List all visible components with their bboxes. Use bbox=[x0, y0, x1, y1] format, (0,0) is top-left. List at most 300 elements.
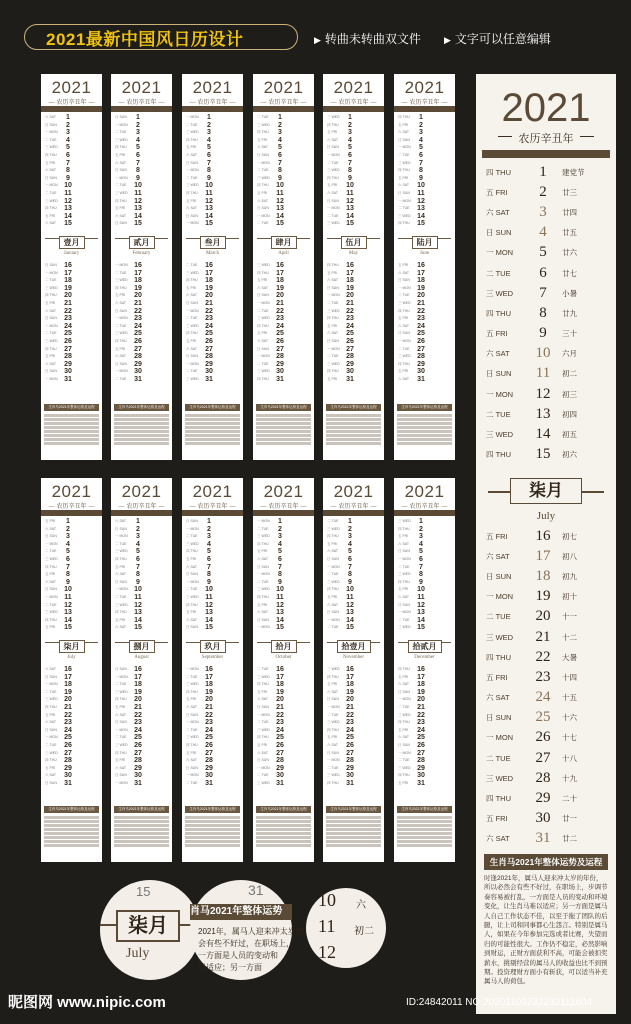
day-row bbox=[257, 205, 310, 213]
weekday: 三 WED bbox=[398, 625, 411, 630]
day-row bbox=[398, 624, 451, 632]
weekday: 四 THU bbox=[327, 175, 339, 180]
lunar-day bbox=[216, 323, 239, 331]
day-number: 22 bbox=[64, 307, 72, 315]
month-banner bbox=[488, 476, 604, 508]
day-number: 14 bbox=[205, 616, 213, 624]
day-row bbox=[115, 368, 168, 376]
day-number: 7 bbox=[419, 159, 423, 167]
weekday: 六 SAT bbox=[398, 541, 410, 546]
lunar-day bbox=[75, 361, 98, 369]
day-row bbox=[186, 602, 239, 610]
day-row bbox=[186, 556, 239, 564]
weekday: 一 MON bbox=[186, 773, 199, 778]
panel-days-bottom bbox=[327, 666, 380, 788]
day-row bbox=[115, 376, 168, 384]
day-number: 8 bbox=[348, 571, 352, 579]
weekday: 日 SUN bbox=[45, 122, 57, 127]
weekday: 四 THU bbox=[186, 278, 198, 283]
day-row bbox=[115, 129, 168, 137]
panel-days-top bbox=[115, 518, 168, 632]
day-row bbox=[327, 712, 380, 720]
panel-footer-text bbox=[44, 816, 99, 848]
weekday: 三 WED bbox=[45, 750, 58, 755]
weekday: 四 THU bbox=[186, 689, 198, 694]
lunar-day bbox=[216, 346, 239, 354]
day-number: 26 bbox=[205, 337, 213, 345]
weekday: 二 TUE bbox=[398, 152, 410, 157]
day-row bbox=[186, 780, 239, 788]
note-editable-text: 文字可以任意编辑 bbox=[454, 32, 551, 46]
text-line bbox=[397, 816, 452, 819]
weekday: 日 SUN bbox=[115, 221, 127, 226]
day-number: 13 bbox=[276, 609, 284, 617]
text-line bbox=[44, 418, 99, 421]
weekday: 日 SUN bbox=[186, 354, 198, 359]
day-number: 29 bbox=[64, 360, 72, 368]
day-number: 23 bbox=[134, 315, 142, 323]
lunar-day bbox=[357, 198, 380, 206]
lunar-day bbox=[145, 765, 168, 773]
text-line bbox=[114, 434, 169, 437]
weekday: 四 THU bbox=[45, 293, 57, 298]
weekday: 二 TUE bbox=[398, 293, 410, 298]
weekday: 五 FRI bbox=[186, 556, 197, 561]
weekday: 一 MON bbox=[115, 263, 128, 267]
day-number: 19 bbox=[417, 688, 425, 696]
weekday: 六 SAT bbox=[45, 221, 57, 226]
weekday: 三 WED bbox=[327, 773, 340, 778]
lunar-day bbox=[145, 548, 168, 556]
day-number: 15 bbox=[205, 220, 213, 228]
lunar-day: 小暑 bbox=[562, 288, 577, 298]
day-row bbox=[115, 579, 168, 587]
day-number: 28 bbox=[134, 353, 142, 361]
day-number: 4 bbox=[136, 540, 140, 548]
day-row bbox=[398, 765, 451, 773]
day-row bbox=[327, 323, 380, 331]
day-number: 4 bbox=[419, 136, 423, 144]
day-number: 17 bbox=[417, 673, 425, 681]
lunar-day bbox=[357, 285, 380, 293]
lunar-day bbox=[145, 220, 168, 228]
lunar-day bbox=[145, 129, 168, 137]
day-row bbox=[257, 198, 310, 206]
panel-footer-text bbox=[397, 816, 452, 848]
weekday: 三 WED bbox=[327, 308, 340, 313]
day-row bbox=[45, 564, 98, 572]
text-line bbox=[114, 438, 169, 441]
day-number: 29 bbox=[346, 764, 354, 772]
day-number: 3 bbox=[348, 129, 352, 137]
weekday: 一 MON bbox=[257, 519, 270, 523]
panel-band bbox=[41, 510, 102, 516]
day-row bbox=[186, 579, 239, 587]
day-row bbox=[327, 182, 380, 190]
day-number: 29 bbox=[276, 360, 284, 368]
day-number: 17 bbox=[535, 547, 551, 564]
day-number: 11 bbox=[346, 189, 354, 197]
weekday: 五 FRI bbox=[327, 541, 338, 546]
lunar-day bbox=[145, 175, 168, 183]
lunar-day bbox=[357, 696, 380, 704]
day-row bbox=[45, 277, 98, 285]
weekday: 二 TUE bbox=[186, 263, 198, 267]
day-number: 1 bbox=[136, 518, 140, 525]
lunar-day bbox=[287, 213, 310, 221]
day-row bbox=[257, 323, 310, 331]
panel-days-bottom bbox=[257, 666, 310, 788]
lunar-day bbox=[357, 315, 380, 323]
panel-year: 2021 bbox=[51, 482, 92, 501]
weekday: 五 FRI bbox=[327, 323, 338, 328]
lunar-day bbox=[75, 160, 98, 168]
panel-days-top bbox=[327, 518, 380, 632]
note-files bbox=[314, 30, 421, 47]
text-line bbox=[397, 438, 452, 441]
month-panel bbox=[182, 74, 243, 460]
lunar-day bbox=[145, 137, 168, 145]
month-panel bbox=[253, 74, 314, 460]
day-number: 28 bbox=[276, 757, 284, 765]
day-number: 30 bbox=[205, 772, 213, 780]
day-number: 29 bbox=[205, 764, 213, 772]
text-line bbox=[114, 442, 169, 445]
day-row bbox=[398, 727, 451, 735]
day-row bbox=[257, 330, 310, 338]
day-number: 11 bbox=[134, 189, 142, 197]
day-number: 31 bbox=[346, 779, 354, 787]
lunar-day bbox=[216, 190, 239, 198]
day-number: 16 bbox=[417, 262, 425, 269]
weekday: 六 SAT bbox=[257, 556, 269, 561]
day-row bbox=[257, 586, 310, 594]
day-number: 2 bbox=[348, 525, 352, 533]
weekday: 六 SAT bbox=[486, 551, 510, 561]
lunar-day bbox=[75, 712, 98, 720]
panel-month-name: 柒月 bbox=[59, 640, 85, 653]
lunar-day bbox=[287, 308, 310, 316]
weekday: 三 WED bbox=[45, 610, 58, 615]
day-number: 23 bbox=[276, 719, 284, 727]
day-number: 25 bbox=[134, 330, 142, 338]
weekday: 日 SUN bbox=[257, 206, 269, 211]
day-row bbox=[115, 681, 168, 689]
day-row bbox=[398, 602, 451, 610]
day-number: 11 bbox=[417, 189, 425, 197]
day-number: 9 bbox=[348, 578, 352, 586]
day-number: 25 bbox=[64, 734, 72, 742]
day-row bbox=[398, 689, 451, 697]
panel-days-bottom bbox=[398, 666, 451, 788]
weekday: 六 SAT bbox=[115, 519, 127, 523]
day-row bbox=[115, 719, 168, 727]
text-line bbox=[44, 832, 99, 835]
day-row bbox=[45, 571, 98, 579]
day-number: 22 bbox=[134, 307, 142, 315]
panel-lunar-year: — 农历辛丑年 — bbox=[111, 97, 172, 106]
lunar-day bbox=[357, 666, 380, 674]
day-row bbox=[115, 205, 168, 213]
day-number: 7 bbox=[278, 159, 282, 167]
weekday: 二 TUE bbox=[327, 765, 339, 770]
day-row bbox=[257, 300, 310, 308]
day-row bbox=[186, 742, 239, 750]
lunar-day bbox=[357, 533, 380, 541]
weekday: 日 SUN bbox=[115, 579, 127, 584]
panel-band bbox=[41, 106, 102, 112]
weekday: 三 WED bbox=[257, 674, 270, 679]
weekday: 二 TUE bbox=[486, 409, 511, 419]
day-row bbox=[398, 579, 451, 587]
weekday: 二 TUE bbox=[45, 549, 57, 554]
day-row bbox=[327, 674, 380, 682]
weekday: 六 SAT bbox=[115, 625, 127, 630]
day-number: 27 bbox=[64, 749, 72, 757]
day-number: 12 bbox=[417, 601, 425, 609]
lunar-day bbox=[428, 780, 451, 788]
lunar-day bbox=[287, 757, 310, 765]
weekday: 三 WED bbox=[398, 712, 411, 717]
lunar-day bbox=[216, 579, 239, 587]
day-row bbox=[115, 586, 168, 594]
lunar-day bbox=[216, 772, 239, 780]
day-row bbox=[45, 361, 98, 369]
lunar-day bbox=[357, 727, 380, 735]
weekday: 三 WED bbox=[257, 316, 270, 321]
day-number: 17 bbox=[417, 269, 425, 277]
lunar-day bbox=[287, 346, 310, 354]
weekday: 四 THU bbox=[327, 122, 339, 127]
text-line bbox=[397, 844, 452, 847]
day-row bbox=[115, 338, 168, 346]
weekday: 一 MON bbox=[186, 579, 199, 584]
day-number: 18 bbox=[346, 681, 354, 689]
day-number: 17 bbox=[134, 269, 142, 277]
lunar-day bbox=[357, 144, 380, 152]
lunar-day bbox=[75, 757, 98, 765]
weekday: 二 TUE bbox=[115, 594, 127, 599]
text-line bbox=[256, 832, 311, 835]
weekday: 三 WED bbox=[486, 430, 514, 440]
lunar-day bbox=[75, 617, 98, 625]
day-row bbox=[186, 220, 239, 228]
day-number: 21 bbox=[417, 703, 425, 711]
big-lunar-year: 农历辛丑年 bbox=[518, 133, 574, 145]
weekday: 三 WED bbox=[398, 519, 411, 523]
panel-month-english: November bbox=[342, 655, 365, 660]
day-number: 2 bbox=[66, 525, 70, 533]
day-number: 30 bbox=[134, 368, 142, 376]
weekday: 四 THU bbox=[45, 206, 57, 211]
day-row bbox=[327, 262, 380, 270]
text-line bbox=[114, 820, 169, 823]
day-row bbox=[327, 734, 380, 742]
day-row bbox=[115, 300, 168, 308]
day-row bbox=[327, 152, 380, 160]
panel-lunar-year: — 农历辛丑年 — bbox=[394, 501, 455, 510]
day-number: 2 bbox=[419, 121, 423, 129]
day-row bbox=[398, 533, 451, 541]
day-number: 30 bbox=[134, 772, 142, 780]
day-number: 13 bbox=[64, 609, 72, 617]
zoom-day: 11 bbox=[318, 916, 336, 936]
day-row bbox=[186, 712, 239, 720]
day-number: 8 bbox=[278, 167, 282, 175]
lunar-day bbox=[357, 323, 380, 331]
day-number: 15 bbox=[134, 220, 142, 228]
lunar-day: 十一 bbox=[562, 612, 577, 622]
day-number: 3 bbox=[66, 129, 70, 137]
lunar-day bbox=[75, 674, 98, 682]
lunar-day bbox=[357, 518, 380, 526]
lunar-day bbox=[428, 624, 451, 632]
day-number: 10 bbox=[417, 182, 425, 190]
lunar-day bbox=[216, 129, 239, 137]
day-row bbox=[398, 353, 451, 361]
lunar-day bbox=[287, 353, 310, 361]
day-number: 23 bbox=[205, 719, 213, 727]
weekday: 四 THU bbox=[45, 564, 57, 569]
lunar-day bbox=[145, 526, 168, 534]
big-calendar-july bbox=[476, 74, 616, 1014]
day-row bbox=[115, 526, 168, 534]
weekday: 一 MON bbox=[257, 765, 270, 770]
day-number: 4 bbox=[278, 540, 282, 548]
weekday: 六 SAT bbox=[327, 278, 339, 283]
lunar-day bbox=[216, 270, 239, 278]
weekday: 六 SAT bbox=[186, 346, 198, 351]
day-number: 20 bbox=[205, 292, 213, 300]
day-row bbox=[398, 338, 451, 346]
lunar-day bbox=[357, 556, 380, 564]
lunar-day: 十七 bbox=[562, 733, 577, 743]
lunar-day bbox=[357, 541, 380, 549]
day-row bbox=[486, 566, 610, 586]
panel-footer-title: 生肖马2021年整体运势及运程 bbox=[326, 806, 381, 813]
day-row bbox=[115, 765, 168, 773]
weekday: 三 WED bbox=[398, 354, 411, 359]
day-number: 14 bbox=[417, 616, 425, 624]
day-number: 27 bbox=[205, 345, 213, 353]
weekday: 二 TUE bbox=[186, 674, 198, 679]
day-row bbox=[398, 548, 451, 556]
weekday: 一 MON bbox=[327, 293, 340, 298]
lunar-day bbox=[428, 144, 451, 152]
lunar-day bbox=[145, 152, 168, 160]
day-number: 23 bbox=[417, 719, 425, 727]
weekday: 一 MON bbox=[327, 206, 340, 211]
day-row bbox=[398, 205, 451, 213]
day-row bbox=[45, 167, 98, 175]
weekday: 六 SAT bbox=[257, 338, 269, 343]
day-number: 26 bbox=[64, 741, 72, 749]
text-line bbox=[397, 840, 452, 843]
day-row bbox=[327, 571, 380, 579]
day-number: 14 bbox=[276, 212, 284, 220]
day-row bbox=[257, 765, 310, 773]
lunar-day bbox=[428, 541, 451, 549]
weekday: 日 SUN bbox=[186, 160, 198, 165]
weekday: 一 MON bbox=[186, 667, 199, 671]
text-line bbox=[185, 434, 240, 437]
day-row bbox=[115, 213, 168, 221]
weekday: 一 MON bbox=[45, 376, 58, 381]
day-row bbox=[45, 330, 98, 338]
day-row bbox=[398, 712, 451, 720]
lunar-day bbox=[287, 564, 310, 572]
day-row bbox=[398, 556, 451, 564]
lunar-day bbox=[287, 674, 310, 682]
text-line bbox=[256, 430, 311, 433]
weekday: 日 SUN bbox=[327, 750, 339, 755]
lunar-day bbox=[428, 300, 451, 308]
day-row bbox=[327, 594, 380, 602]
weekday: 二 TUE bbox=[257, 579, 269, 584]
lunar-day bbox=[287, 617, 310, 625]
day-row bbox=[398, 772, 451, 780]
text-line bbox=[397, 442, 452, 445]
day-number: 5 bbox=[207, 144, 211, 152]
lunar-day bbox=[145, 579, 168, 587]
day-row bbox=[115, 323, 168, 331]
day-number: 26 bbox=[535, 729, 551, 746]
lunar-day: 十六 bbox=[562, 713, 577, 723]
day-number: 13 bbox=[346, 205, 354, 213]
text-line bbox=[397, 820, 452, 823]
weekday: 四 THU bbox=[257, 594, 269, 599]
lunar-day bbox=[428, 564, 451, 572]
weekday: 三 WED bbox=[257, 175, 270, 180]
weekday: 五 FRI bbox=[186, 750, 197, 755]
day-number: 30 bbox=[535, 810, 551, 827]
day-number: 14 bbox=[134, 212, 142, 220]
weekday: 五 FRI bbox=[327, 376, 338, 381]
day-number: 31 bbox=[134, 779, 142, 787]
day-number: 26 bbox=[346, 741, 354, 749]
day-row bbox=[327, 564, 380, 572]
day-number: 26 bbox=[417, 741, 425, 749]
weekday: 日 SUN bbox=[398, 137, 410, 142]
weekday: 日 SUN bbox=[327, 285, 339, 290]
day-row bbox=[186, 190, 239, 198]
weekday: 日 SUN bbox=[186, 765, 198, 770]
lunar-day bbox=[287, 315, 310, 323]
day-number: 14 bbox=[64, 616, 72, 624]
play-arrow-icon: ▶ bbox=[444, 35, 451, 45]
day-row bbox=[398, 609, 451, 617]
lunar-day bbox=[428, 689, 451, 697]
lunar-day bbox=[145, 144, 168, 152]
weekday: 四 THU bbox=[398, 667, 410, 671]
lunar-day bbox=[428, 579, 451, 587]
weekday: 二 TUE bbox=[327, 160, 339, 165]
day-row bbox=[398, 696, 451, 704]
day-row bbox=[45, 674, 98, 682]
day-number: 24 bbox=[276, 726, 284, 734]
day-number: 22 bbox=[417, 307, 425, 315]
weekday: 五 FRI bbox=[486, 187, 508, 197]
day-number: 18 bbox=[535, 567, 551, 584]
weekday: 二 TUE bbox=[186, 369, 198, 374]
day-row bbox=[398, 734, 451, 742]
weekday: 一 MON bbox=[186, 308, 199, 313]
day-row bbox=[45, 681, 98, 689]
day-number: 5 bbox=[419, 144, 423, 152]
month-panel bbox=[41, 478, 102, 862]
weekday: 五 FRI bbox=[45, 765, 56, 770]
day-row bbox=[186, 594, 239, 602]
